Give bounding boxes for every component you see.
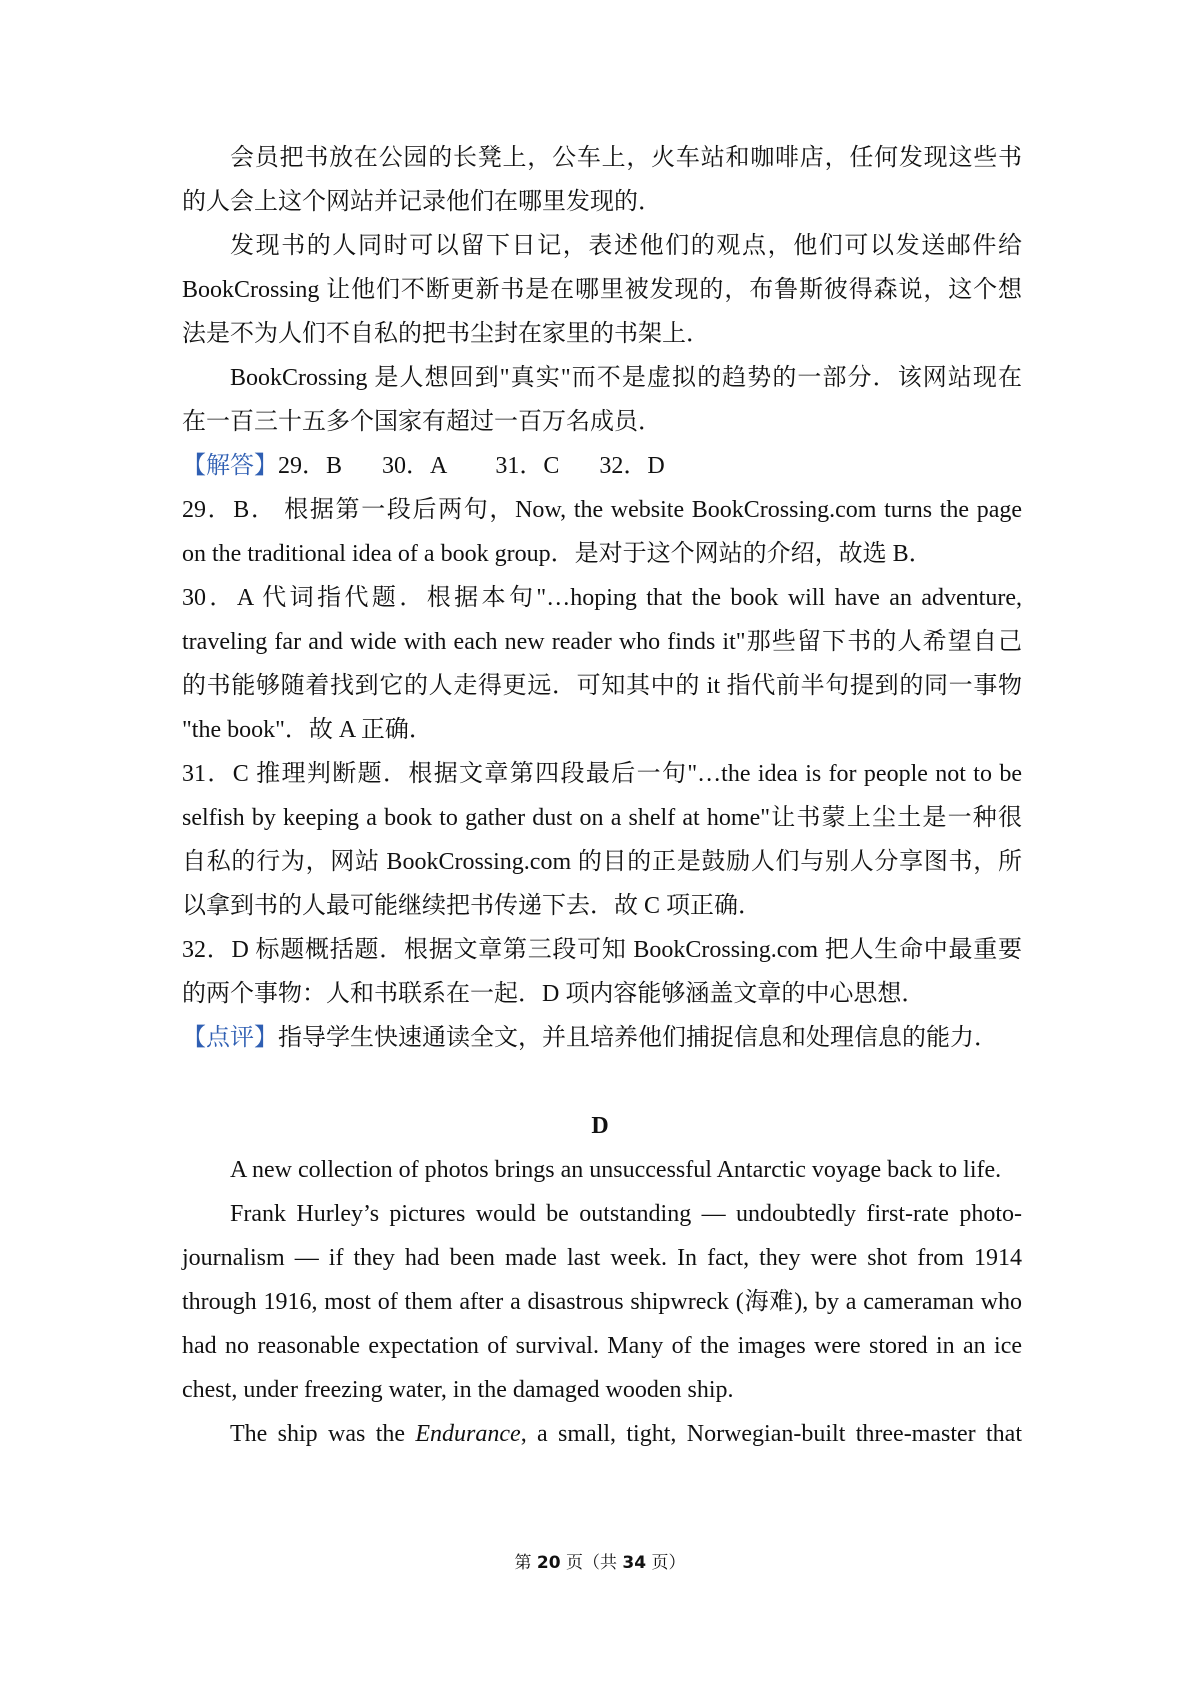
passage-line	[230, 1418, 1022, 1450]
answer-30: 30．A	[382, 453, 448, 479]
paragraph-line: 的人会上这个网站并记录他们在哪里发现的．	[182, 189, 662, 215]
footer-suffix: 页）	[651, 1553, 686, 1573]
answer-29: 29．B	[278, 453, 343, 479]
section-title: D	[591, 1113, 609, 1139]
total-page-number: 34	[622, 1553, 647, 1573]
passage-line: through 1916, most of them after a disastrous shipwreck (海难), by a cameraman who	[182, 1289, 1022, 1315]
answer-label: 【解答】	[182, 453, 278, 479]
passage-line: journalism ― if they had been made last week. In fact, they were shot from 1914	[182, 1245, 1022, 1271]
explanation-line: 32．D 标题概括题．根据文章第三段可知 BookCrossing.com 把人生命中最重要	[182, 937, 1022, 963]
paragraph-line: 在一百三十五多个国家有超过一百万名成员．	[182, 409, 662, 435]
passage-text: The ship was the	[230, 1421, 416, 1447]
page-footer	[0, 1552, 1200, 1574]
passage-line: A new collection of photos brings an unsuccessful Antarctic voyage back to life.	[230, 1157, 1002, 1183]
explanation-line: 自私的行为，网站 BookCrossing.com 的目的正是鼓励人们与别人分享图书，所	[182, 849, 1022, 875]
explanation-line: "the book"．故 A 正确．	[182, 717, 433, 743]
explanation-line: 30．A 代词指代题．根据本句"…hoping that the book will have an adventure,	[182, 585, 1022, 611]
current-page-number: 20	[536, 1553, 561, 1573]
comment-line	[182, 1022, 1022, 1054]
explanation-line: 29．B． 根据第一段后两句，Now, the website BookCrossing.com turns the page	[182, 497, 1022, 523]
explanation-line: 的两个事物：人和书联系在一起．D 项内容能够涵盖文章的中心思想．	[182, 981, 926, 1007]
paragraph-line: 法是不为人们不自私的把书尘封在家里的书架上．	[182, 321, 710, 347]
paragraph-line: BookCrossing 让他们不断更新书是在哪里被发现的，布鲁斯彼得森说，这个想	[182, 277, 1022, 303]
ship-name: Endurance	[415, 1421, 521, 1447]
passage-line: had no reasonable expectation of survival. Many of the images were stored in an ice	[182, 1333, 1022, 1359]
comment-text: 指导学生快速通读全文，并且培养他们捕捉信息和处理信息的能力．	[278, 1025, 998, 1051]
explanation-line: traveling far and wide with each new reader who finds it"那些留下书的人希望自己	[182, 629, 1022, 655]
footer-prefix: 第	[514, 1553, 532, 1573]
answer-line	[182, 450, 1022, 482]
paragraph-line: 会员把书放在公园的长凳上，公车上，火车站和咖啡店，任何发现这些书	[230, 145, 1022, 171]
explanation-line: 31．C 推理判断题．根据文章第四段最后一句"…the idea is for people not to be	[182, 761, 1022, 787]
answer-31: 31．C	[495, 453, 560, 479]
answer-32: 32．D	[599, 453, 665, 479]
footer-middle: 页（共	[566, 1553, 617, 1573]
explanation-line: selfish by keeping a book to gather dust on a shelf at home"让书蒙上尘土是一种很	[182, 805, 1022, 831]
explanation-line: 的书能够随着找到它的人走得更远．可知其中的 it 指代前半句提到的同一事物	[182, 673, 1022, 699]
passage-line: Frank Hurley’s pictures would be outstanding ― undoubtedly first-rate photo-	[230, 1201, 1022, 1227]
paragraph-line: 发现书的人同时可以留下日记，表述他们的观点，他们可以发送邮件给	[230, 233, 1022, 259]
explanation-line: 以拿到书的人最可能继续把书传递下去．故 C 项正确．	[182, 893, 763, 919]
paragraph-line: BookCrossing 是人想回到"真实"而不是虚拟的趋势的一部分．该网站现在	[230, 365, 1022, 391]
comment-label: 【点评】	[182, 1025, 278, 1051]
explanation-line: on the traditional idea of a book group．是对于这个网站的介绍，故选 B．	[182, 541, 933, 567]
passage-line: chest, under freezing water, in the damaged wooden ship.	[182, 1377, 734, 1403]
passage-text: , a small, tight, Norwegian-built three-master that	[520, 1421, 1022, 1447]
